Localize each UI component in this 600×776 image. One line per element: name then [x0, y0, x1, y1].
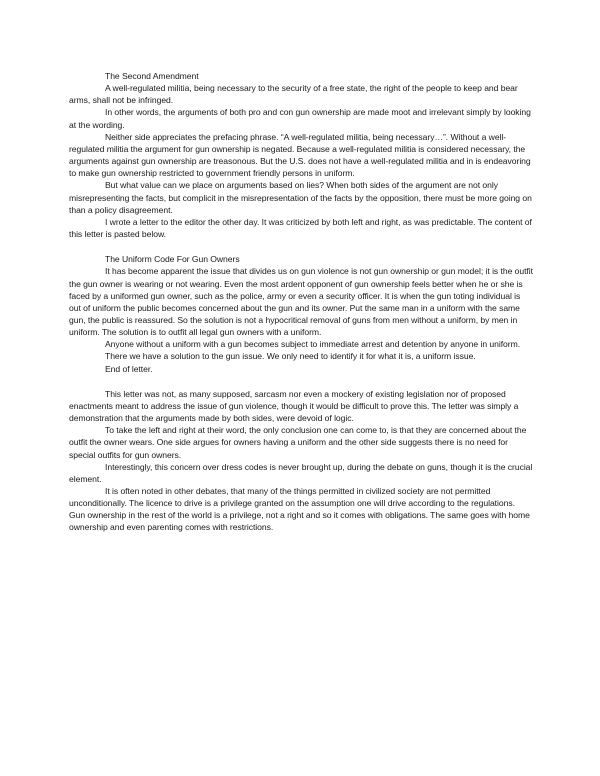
- paragraph: I wrote a letter to the editor the other day. It was criticized by both left and right, as was predictable. The content of this letter is pasted below.: [69, 216, 532, 240]
- document-title: The Second Amendment: [105, 71, 199, 81]
- letter-paragraph: Anyone without a uniform with a gun becomes subject to immediate arrest and detention by anyone in uniform.: [105, 339, 521, 350]
- letter-title: The Uniform Code For Gun Owners: [105, 254, 240, 265]
- paragraph: This letter was not, as many supposed, sarcasm nor even a mockery of existing legislation nor of proposed enactments meant to address the issue of gun violence, though it would be difficult to prove this. The letter was simply a demonstration that the arguments made by both sides, were devoid of logic.: [69, 388, 519, 424]
- paragraph: But what value can we place on arguments based on lies? When both sides of the argument are not only misrepresenting the facts, but complicit in the misrepresentation of the facts by the opposition, there must be more going on than a policy disagreement.: [69, 180, 532, 215]
- letter-paragraph: It has become apparent the issue that divides us on gun violence is not gun ownership or gun model; it is the outfit the gun owner is wearing or not wearing. Even the most ardent opponent of gun ownership feels better when he or she is faced by a uniformed gun owner, such as the police, army or even a security officer. It is when the gun toting individual is out of uniform the public becomes concerned about the gun and its owner. Put the same man in a uniform with the same gun, the public is reassured. So the solution is not a hypocritical removal of guns from men without a uniform, by men in uniform. The solution is to outfit all legal gun owners with a uniform.: [69, 266, 533, 338]
- paragraph: In other words, the arguments of both pro and con gun ownership are made moot and irrelevant simply by looking at the wording.: [69, 107, 531, 130]
- paragraph: A well-regulated militia, being necessary to the security of a free state, the right of the people to keep and bear arms, shall not be infringed.: [69, 83, 518, 106]
- letter-end: End of letter.: [105, 363, 153, 374]
- paragraph: Interestingly, this concern over dress codes is never brought up, during the debate on guns, though it is the crucial element.: [69, 461, 533, 484]
- paragraph: Neither side appreciates the prefacing phrase. “A well-regulated militia, being necessary…”. Without a well-regulated militia the argument for gun ownership is negated. Because a well-regulated militia is considered necessary, the arguments against gun ownership are treasonous. But the U.S. does not have a well-regulated militia and in is endeavoring to make gun ownership restricted to government friendly persons in uniform.: [69, 131, 531, 179]
- paragraph: It is often noted in other debates, that many of the things permitted in civilized society are not permitted unconditionally. The licence to drive is a privilege granted on the assumption one will drive according to the regulations. Gun ownership in the rest of the world is a privilege, not a right and so it comes with obligations. The same goes with home ownership and even parenting comes with restrictions.: [69, 486, 530, 533]
- section-spacer: [69, 240, 533, 253]
- paragraph: To take the left and right at their word, the only conclusion one can come to, is that they are concerned about the outfit the owner wears. One side argues for owners having a uniform and the other side suggests there is no need for special outfits for gun owners.: [69, 425, 527, 460]
- section-spacer: [69, 375, 533, 388]
- letter-paragraph: There we have a solution to the gun issue. We only need to identify it for what it is, a uniform issue.: [105, 351, 476, 362]
- document-body: [69, 70, 533, 534]
